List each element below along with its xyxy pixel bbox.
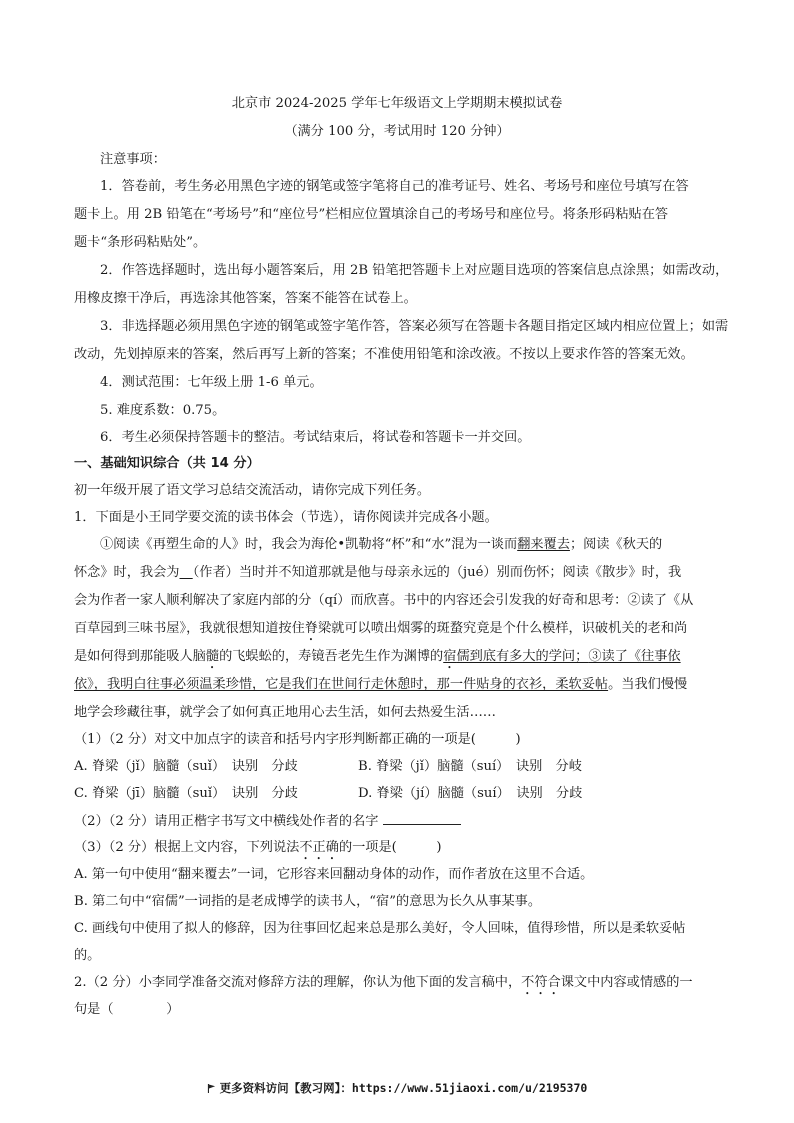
answer-blank[interactable] (383, 812, 461, 825)
notes-heading: 注意事项： (100, 152, 166, 167)
question-1-stem: 1．下面是小王同学要交流的读书体会（节选），请你阅读并完成各小题。 (74, 510, 498, 525)
section-1-intro: 初一年级开展了语文学习总结交流活动，请你完成下列任务。 (74, 483, 431, 498)
option-a: A. 脊梁（jǐ）脑髓（suǐ） 诀别 分歧 (74, 759, 298, 774)
flag-icon (207, 1084, 216, 1093)
underlined-sentence: ③读了《往事依 (588, 649, 681, 664)
note-6: 6．考生必须保持答题卡的整洁。考试结束后，将试卷和答题卡一并交回。 (100, 430, 531, 445)
passage-text: 梁就可以喷出烟雾的斑蝥究竟是个什么模样，识破机关的老和尚 (317, 621, 688, 636)
underlined-sentence: 依》，我明白往事必须温柔珍惜，它是我们在世间行走休憩时，那一件贴身的衣衫，柔软妥帖 (74, 677, 609, 692)
note-2-line-1: 2．作答选择题时，选出每小题答案后，用 2B 铅笔把答题卡上对应题目选项的答案信息点涂黑；如需改动， (100, 263, 729, 278)
dotted-char: 髓 (205, 649, 220, 664)
note-3-line-1: 3．非选择题必须用黑色字迹的钢笔或签字笔作答，答案必须写在答题卡各题目指定区域内相应位置上；如需 (100, 319, 729, 334)
passage-line-6 (74, 676, 687, 693)
question-2-line-2: 句是（ ） (74, 1002, 180, 1017)
passage-text: 怀念》时，我会为 (74, 565, 180, 580)
exam-title: 北京市 2024-2025 学年七年级语文上学期期末模拟试卷 (231, 96, 563, 111)
subquestion-3 (74, 839, 442, 863)
passage-text: ；阅读《秋天的 (569, 537, 663, 552)
exam-subtitle: （满分 100 分，考试用时 120 分钟） (284, 124, 510, 139)
option-b: B. 脊梁（jǐ）脑髓（suí） 诀别 分岐 (358, 759, 582, 774)
passage-line-2 (74, 564, 681, 581)
subquestion-3-text: 的一项是( ) (338, 840, 442, 855)
passage-line-4 (74, 620, 687, 644)
emphasis-text: 不符合 (521, 975, 561, 990)
subquestion-1: （1）（2 分）对文中加点字的读音和括号内字形判断都正确的一项是( ) (74, 732, 521, 747)
note-4: 4．测试范围：七年级上册 1-6 单元。 (100, 375, 323, 390)
note-1-line-3: 题卡“条形码粘贴处”。 (74, 235, 207, 250)
subquestion-2-text: （2）（2 分）请用正楷字书写文中横线处作者的名字 (74, 814, 379, 829)
footer-link[interactable]: 更多资料访问【教习网】：https://www.51jiaoxi.com/u/2195370 (219, 1081, 588, 1095)
passage-text: 。当我们慢慢 (608, 677, 688, 692)
subquestion-3-text: （3）（2 分）根据上文内容，下列说法 (74, 840, 300, 855)
author-blank (180, 565, 193, 580)
passage-line-1 (100, 536, 662, 553)
option-d: D. 脊梁（jí）脑髓（suí） 诀别 分歧 (358, 786, 583, 801)
passage-text: 是如何得到那能吸人脑 (74, 649, 206, 664)
answer-3-c-line-1: C. 画线句中使用了拟人的修辞，因为往事回忆起来总是那么美好，令人回味，值得珍惜，所以是柔软妥帖 (74, 921, 686, 936)
answer-3-a: A. 第一句中使用“翻来覆去”一词，它形容来回翻动身体的动作，而作者放在这里不合适。 (74, 867, 594, 882)
passage-text: （作者）当时并不知道那就是他与母亲永远的（jué）别而伤怀；阅读《散步》时，我 (192, 565, 682, 580)
subquestion-2 (74, 812, 461, 830)
footer (0, 1080, 794, 1096)
section-1-heading: 一、基础知识综合（共 14 分） (74, 456, 260, 471)
dotted-char: 脊 (304, 621, 318, 636)
question-2-text: 课文中内容或情感的一 (560, 975, 693, 990)
note-3-line-2: 改动，先划掉原来的答案，然后再写上新的答案；不准使用铅笔和涂改液。不按以上要求作答的答案无效。 (74, 347, 694, 362)
passage-line-5 (74, 648, 681, 672)
note-1-line-1: 1．答卷前，考生务必用黑色字迹的钢笔或签字笔将自己的准考证号、姓名、考场号和座位号填写在答 (100, 179, 689, 194)
dotted-char: 宿 (443, 649, 457, 664)
option-c: C. 脊梁（jī）脑髓（suǐ） 诀别 分歧 (74, 786, 298, 801)
answer-3-b: B. 第二句中“宿儒”一词指的是老成博学的读书人，“宿”的意思为长久从事某事。 (74, 894, 542, 909)
underlined-phrase: 翻来覆去 (517, 537, 570, 552)
passage-text: 的飞蜈蚣的，寿镜吾老先生作为渊博的 (219, 649, 444, 664)
note-1-line-2: 题卡上。用 2B 铅笔在“考场号”和“座位号”栏相应位置填涂自己的考场号和座位号。将条形码粘贴在答 (74, 207, 669, 222)
question-2-text: 2.（2 分）小李同学准备交流对修辞方法的理解，你认为他下面的发言稿中， (74, 975, 522, 990)
passage-text: 百草园到三味书屋》，我就很想知道按住 (74, 621, 305, 636)
passage-text: 儒到底有多大的学问； (456, 649, 589, 664)
passage-text: ①阅读《再塑生命的人》时，我会为海伦•凯勒将“杯”和“水”混为一谈而 (100, 537, 518, 552)
passage-line-3: 会为作者一家人顺利解决了家庭内部的分（qí）而欣喜。书中的内容还会引发我的好奇和思考：②读了《从 (74, 593, 694, 608)
emphasis-text: 不正确 (299, 840, 339, 855)
passage-line-7: 地学会珍藏往事，就学会了如何真正地用心去生活，如何去热爱生活…… (74, 705, 496, 720)
question-2-line-1 (74, 974, 693, 998)
note-5: 5. 难度系数：0.75。 (100, 403, 226, 418)
answer-3-c-line-2: 的。 (74, 948, 101, 963)
note-2-line-2: 用橡皮擦干净后，再选涂其他答案，答案不能答在试卷上。 (74, 291, 417, 306)
